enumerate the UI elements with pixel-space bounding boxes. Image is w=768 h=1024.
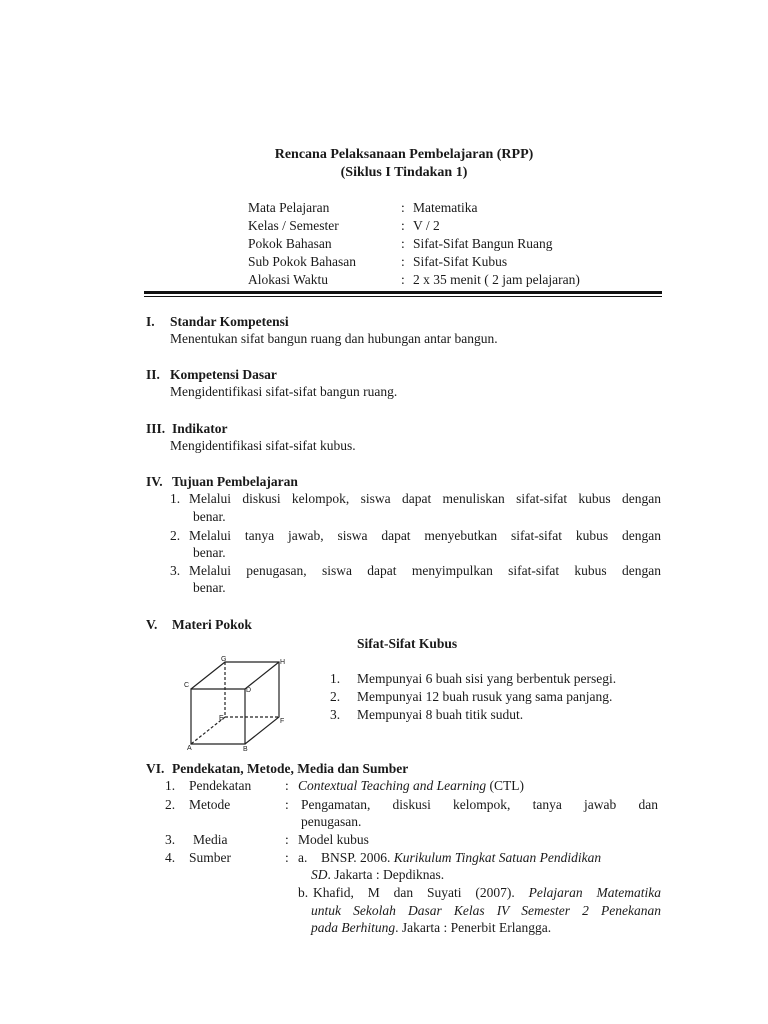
list-item-text: Melalui penugasan, siswa dapat menyimpulkan sifat-sifat kubus dengan — [189, 563, 661, 578]
list-item-value-cont: penugasan. — [301, 814, 362, 829]
divider-thick — [144, 291, 662, 294]
meta-value: Sifat-Sifat Kubus — [413, 254, 508, 269]
vertex-label-e: E — [219, 715, 224, 722]
section-2-number: II. — [146, 367, 160, 382]
list-item-text: Mempunyai 12 buah rusuk yang sama panjang. — [357, 689, 613, 704]
source-a-line1 — [321, 850, 601, 866]
source-a-title: Kurikulum Tingkat Satuan Pendidikan — [393, 850, 602, 865]
list-item-text-cont: benar. — [193, 580, 226, 595]
vertex-label-b: B — [243, 746, 248, 751]
list-item-label: Media — [193, 832, 228, 847]
source-b-title-cont: pada Berhitung — [311, 920, 396, 935]
source-b-author: Khafid, M dan Suyati (2007). — [313, 885, 529, 900]
meta-colon: : — [401, 236, 405, 251]
list-item-colon: : — [285, 797, 289, 812]
meta-value: Matematika — [413, 200, 478, 215]
vertex-label-f: F — [280, 718, 285, 725]
list-item-text-cont: benar. — [193, 545, 226, 560]
source-a-line2 — [311, 867, 444, 883]
source-b-line1 — [313, 885, 661, 901]
section-2-body: Mengidentifikasi sifat-sifat bangun ruang. — [170, 384, 398, 399]
meta-colon: : — [401, 254, 405, 269]
vertex-label-h: H — [280, 659, 286, 666]
list-item-colon: : — [285, 850, 289, 865]
meta-label: Kelas / Semester — [248, 218, 339, 233]
source-b-line2: untuk Sekolah Dasar Kelas IV Semester 2 Penekanan — [311, 903, 661, 918]
meta-value: Sifat-Sifat Bangun Ruang — [413, 236, 553, 251]
meta-label: Sub Pokok Bahasan — [248, 254, 356, 269]
section-5-number: V. — [146, 617, 158, 632]
meta-value: V / 2 — [413, 218, 440, 233]
cube-diagram — [183, 655, 293, 751]
list-item-label: Metode — [189, 797, 231, 812]
list-item-text: Melalui tanya jawab, siswa dapat menyebutkan sifat-sifat kubus dengan — [189, 528, 661, 543]
list-item-value: Pengamatan, diskusi kelompok, tanya jawab dan — [301, 797, 658, 812]
cube-top-right-edge — [245, 662, 279, 689]
meta-label: Alokasi Waktu — [248, 272, 329, 287]
vertex-label-c: C — [184, 682, 190, 689]
list-item-number: 2. — [170, 528, 181, 543]
cube-hidden-edges — [191, 662, 279, 744]
list-item-number: 3. — [330, 707, 341, 722]
source-a-title-cont: SD — [311, 867, 328, 882]
list-item-label: Sumber — [189, 850, 231, 865]
source-a-letter: a. — [298, 850, 308, 865]
vertex-label-d: D — [246, 687, 252, 694]
list-item-text: Mempunyai 8 buah titik sudut. — [357, 707, 524, 722]
section-3-heading: Indikator — [172, 421, 228, 436]
section-1-body: Menentukan sifat bangun ruang dan hubungan antar bangun. — [170, 331, 498, 346]
section-5-heading: Materi Pokok — [172, 617, 252, 632]
document-title: Rencana Pelaksanaan Pembelajaran (RPP) — [274, 147, 534, 162]
vertex-label-a: A — [187, 745, 192, 751]
list-item-number: 3. — [170, 563, 181, 578]
section-4-number: IV. — [146, 474, 163, 489]
list-item-number: 1. — [330, 671, 341, 686]
section-1-number: I. — [146, 314, 155, 329]
source-b-letter: b. — [298, 885, 309, 900]
list-item-value: Model kubus — [298, 832, 369, 847]
approach-abbrev: (CTL) — [486, 778, 524, 793]
list-item-text-cont: benar. — [193, 509, 226, 524]
list-item-colon: : — [285, 778, 289, 793]
list-item-text: Mempunyai 6 buah sisi yang berbentuk persegi. — [357, 671, 617, 686]
cube-back-edges — [191, 662, 279, 744]
list-item-text: Melalui diskusi kelompok, siswa dapat menuliskan sifat-sifat kubus dengan — [189, 491, 661, 506]
document-subtitle: (Siklus I Tindakan 1) — [340, 165, 468, 180]
approach-italic: Contextual Teaching and Learning — [298, 778, 487, 793]
vertex-label-g: G — [221, 656, 227, 663]
list-item-value — [298, 778, 524, 794]
source-a-publisher: . Jakarta : Depdiknas. — [327, 867, 445, 882]
section-2-heading: Kompetensi Dasar — [170, 367, 277, 382]
source-b-line3 — [311, 920, 551, 936]
meta-label: Mata Pelajaran — [248, 200, 330, 215]
list-item-label: Pendekatan — [189, 778, 252, 793]
meta-value: 2 x 35 menit ( 2 jam pelajaran) — [413, 272, 580, 287]
section-3-body: Mengidentifikasi sifat-sifat kubus. — [170, 438, 356, 453]
section-3-number: III. — [146, 421, 166, 436]
list-item-number: 2. — [330, 689, 341, 704]
divider-thin — [144, 296, 662, 297]
source-a-author: BNSP. 2006. — [321, 850, 394, 865]
meta-label: Pokok Bahasan — [248, 236, 332, 251]
meta-colon: : — [401, 272, 405, 287]
list-item-number: 1. — [165, 778, 176, 793]
list-item-colon: : — [285, 832, 289, 847]
section-5-subheading: Sifat-Sifat Kubus — [357, 636, 458, 651]
list-item-number: 2. — [165, 797, 176, 812]
section-6-heading: Pendekatan, Metode, Media dan Sumber — [172, 761, 409, 776]
section-1-heading: Standar Kompetensi — [170, 314, 289, 329]
section-4-heading: Tujuan Pembelajaran — [172, 474, 298, 489]
meta-colon: : — [401, 218, 405, 233]
source-b-publisher: . Jakarta : Penerbit Erlangga. — [395, 920, 552, 935]
meta-colon: : — [401, 200, 405, 215]
source-b-title: Pelajaran Matematika — [528, 885, 661, 900]
list-item-number: 1. — [170, 491, 181, 506]
section-6-number: VI. — [146, 761, 165, 776]
list-item-number: 4. — [165, 850, 176, 865]
list-item-number: 3. — [165, 832, 176, 847]
